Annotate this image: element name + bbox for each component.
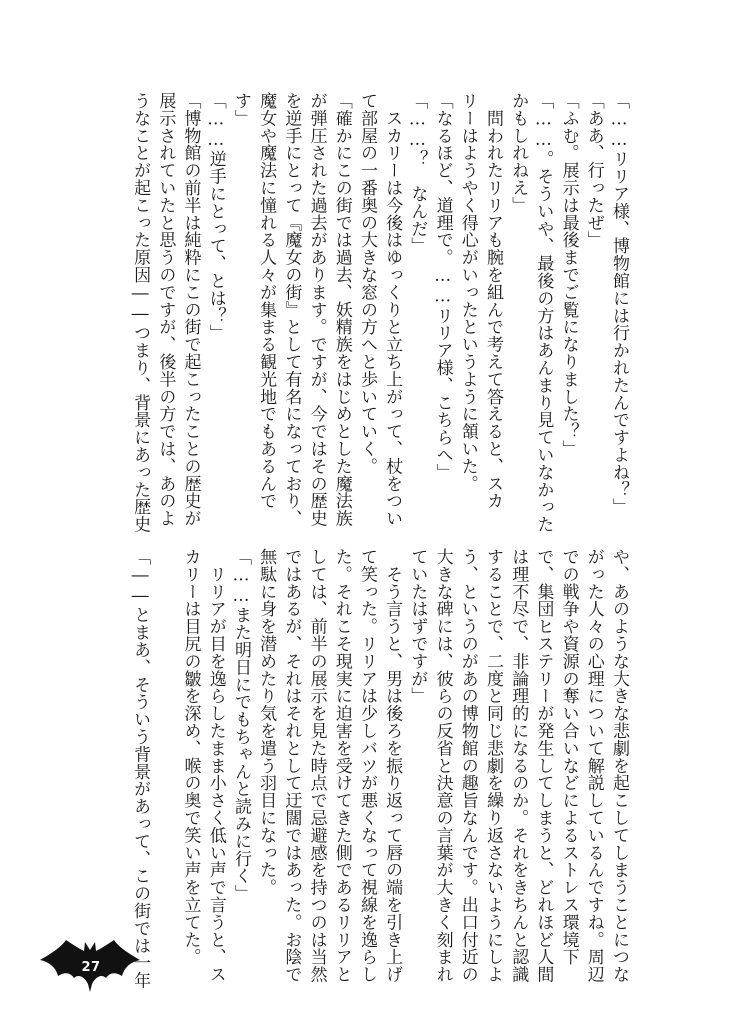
text-line: 問われたリリアも腕を組んで考えて答えると、スカ [482, 92, 503, 510]
text-line: することで、二度と同じ悲劇を繰り返さないようにしよ [482, 548, 503, 983]
text-line: そう言うと、男は後ろを振り返って唇の端を引き上げ [382, 548, 403, 983]
text-line: うなことが起こった原因――つまり、背景にあった歴史 [130, 92, 151, 533]
text-line [152, 548, 177, 938]
text-line: 「……。そういや、最後の方はあんまり見ていなかった [533, 92, 554, 533]
text-line: て笑った。リリアは少しバツが悪くなって視線を逸らし [356, 548, 377, 983]
lower-text-block [127, 548, 631, 989]
text-line: が弾圧された過去があります。ですが、今ではその歴史 [306, 92, 327, 527]
text-line: や、あのような大きな悲劇を起こしてしまうことにつな [609, 548, 629, 983]
text-line: かもしれねえ」 [508, 92, 529, 214]
text-line: 「なるほど、道理で。……リリア様、こちらへ」 [432, 92, 453, 481]
text-line: は理不尽で、非論理的になるのか。それをきちんと認識 [508, 548, 529, 983]
text-line: 「ふむ。展示は最後までご覧になりました？」 [558, 92, 579, 458]
text-line: リリアが目を逸らしたまま小さく低い声で言うと、ス [205, 548, 226, 983]
text-line: 「――とまあ、そういう背景があって、この街では一年 [130, 548, 151, 989]
upper-text-block [127, 92, 631, 533]
text-line: 魔女や魔法に憧れる人々が集まる観光地でもあるんで [256, 92, 277, 510]
text-line: 「……？ なんだ」 [407, 92, 428, 255]
text-line: て部屋の一番奥の大きな窓の方へと歩いていく。 [356, 92, 377, 475]
text-line: での戦争や資源の奪い合いなどによるストレス環境下 [558, 548, 579, 966]
text-line: ていたはずですが」 [407, 548, 428, 705]
text-line: 無駄に身を潜めたり気を遣う羽目になった。 [256, 548, 277, 896]
text-line: 「博物館の前半は純粋にこの街で起こったことの歴史が [180, 92, 201, 527]
text-line: た。それこそ現実に迫害を受けてきた側であるリリアと [331, 548, 352, 983]
text-line: で、集団ヒステリーが発生してしまうと、どれほど人間 [533, 548, 554, 983]
text-line: を逆手にとって『魔女の街』として有名になっており、 [281, 92, 302, 527]
text-line: 「……また明日にでもちゃんと読みに行く」 [230, 548, 251, 902]
text-line: 「……逆手にとって、とは？」 [205, 92, 226, 342]
text-line: 「確かにこの街では過去、妖精族をはじめとした魔法族 [331, 92, 352, 527]
page-number: 27 [81, 960, 101, 975]
text-line: しては、前半の展示を見た時点で忌避感を持つのは当然 [306, 548, 327, 983]
text-line: 「……リリア様、博物館には行かれたんですよね？」 [609, 92, 629, 516]
text-line: スカリーは今後はゆっくりと立ち上がって、杖をつい [382, 92, 403, 527]
text-line: 「ああ、行ったぜ」 [583, 92, 604, 249]
text-line: がった人々の心理について解説しているんですね。周辺 [583, 548, 604, 983]
text-line: 大きな碑には、彼らの反省と決意の言葉が大きく刻まれ [432, 548, 453, 983]
text-line: 展示されていたと思うのですが、後半の方では、あのよ [155, 92, 176, 527]
text-line: ではあるが、それはそれとして迂闊ではあった。お陰で [281, 548, 302, 983]
text-line: カリーは目尻の皺を深め、喉の奥で笑い声を立てた。 [180, 548, 201, 966]
text-line: リーはようやく得心がいったというように頷いた。 [457, 92, 478, 493]
text-line: う、というのがあの博物館の趣旨なんです。出口付近の [457, 548, 478, 983]
text-line: す」 [230, 92, 251, 127]
